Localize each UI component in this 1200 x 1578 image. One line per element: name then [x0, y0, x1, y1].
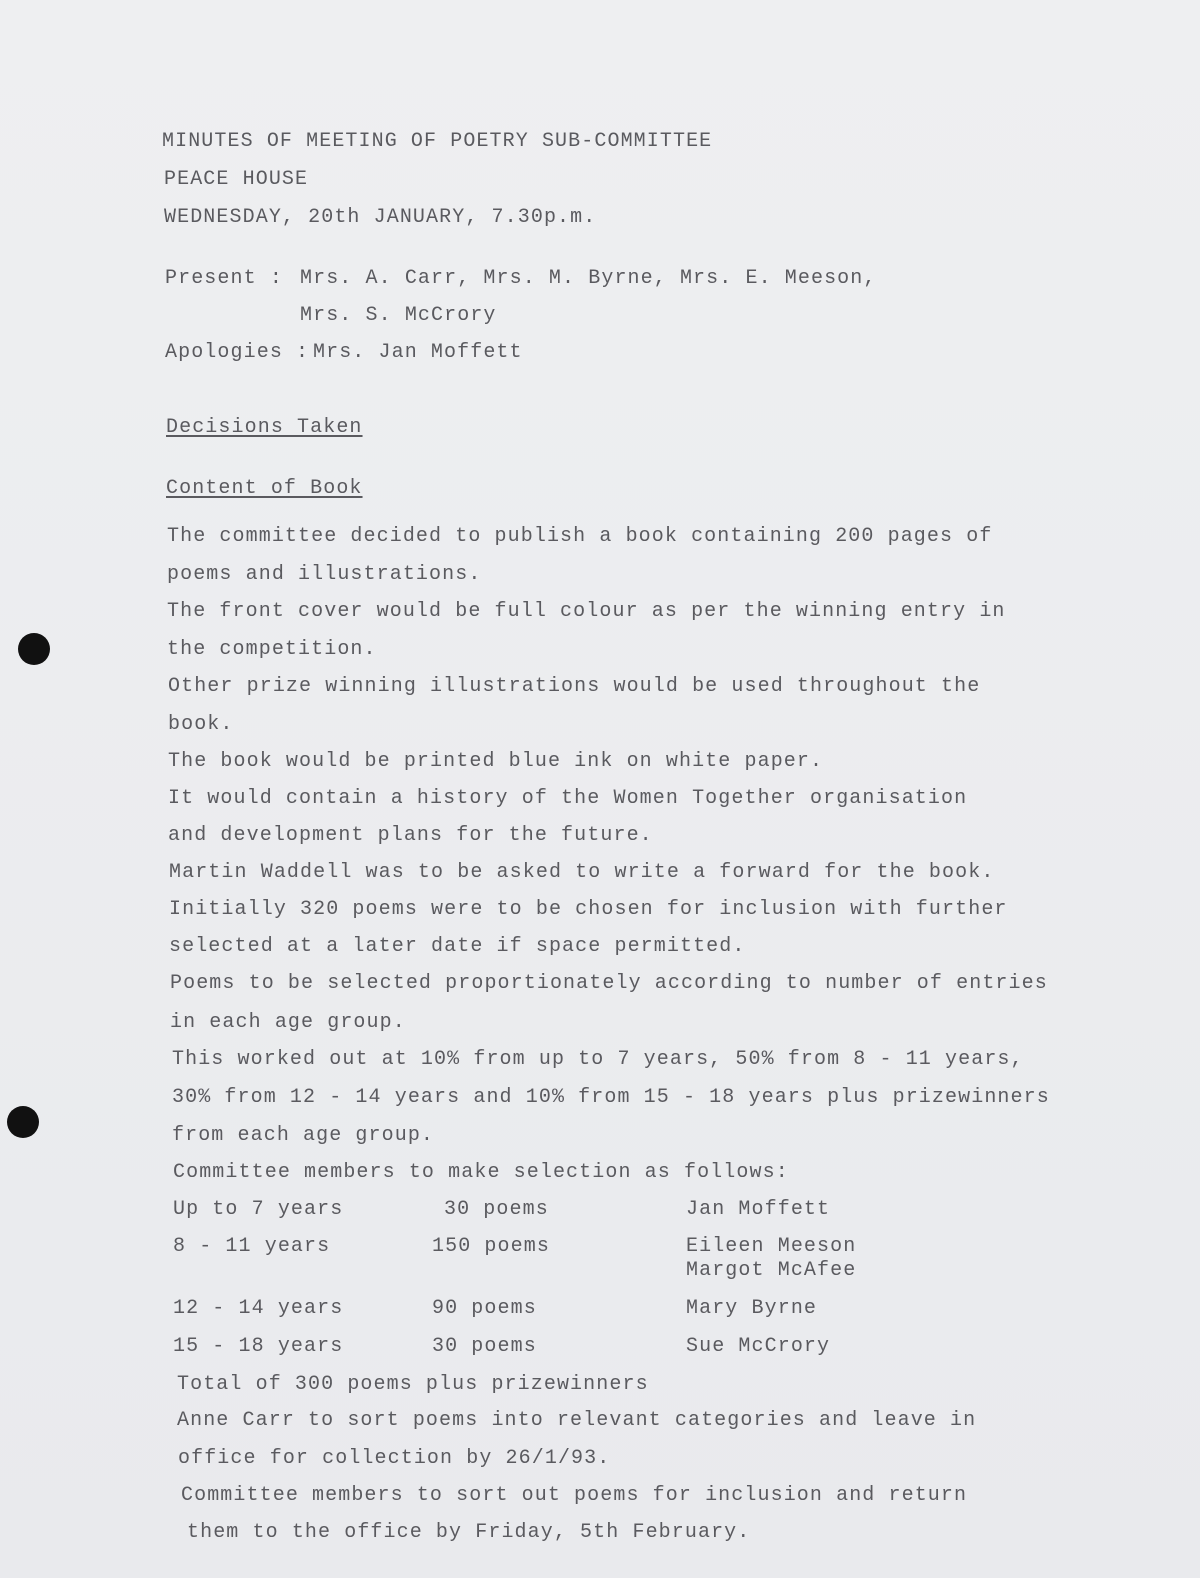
apologies-names: Mrs. Jan Moffett [313, 341, 523, 364]
closing-line: Committee members to sort out poems for inclusion and return [181, 1484, 968, 1507]
present-names-cont: Mrs. S. McCrory [300, 304, 497, 327]
age-group-cell: Up to 7 years [173, 1198, 344, 1221]
closing-line: them to the office by Friday, 5th February. [187, 1521, 751, 1544]
punch-hole [18, 633, 50, 665]
present-names: Mrs. A. Carr, Mrs. M. Byrne, Mrs. E. Meeson, [300, 267, 877, 290]
body-line: The front cover would be full colour as per the winning entry in [167, 600, 1006, 623]
body-line: Poems to be selected proportionately according to number of entries [170, 972, 1048, 995]
age-group-cell: 12 - 14 years [173, 1297, 344, 1320]
body-line: from each age group. [172, 1124, 435, 1147]
body-line: Martin Waddell was to be asked to write a forward for the book. [169, 861, 995, 884]
meeting-venue: PEACE HOUSE [164, 168, 309, 191]
body-line: and development plans for the future. [168, 824, 653, 847]
body-line: the competition. [167, 638, 377, 661]
present-label: Present : [165, 267, 283, 290]
body-line: book. [168, 713, 234, 736]
member-cell: Eileen Meeson [686, 1235, 857, 1258]
apologies-label: Apologies : [165, 341, 310, 364]
age-group-cell: 8 - 11 years [173, 1235, 331, 1258]
closing-line: office for collection by 26/1/93. [178, 1447, 611, 1470]
body-line: Committee members to make selection as follows: [173, 1161, 789, 1184]
body-line: The committee decided to publish a book containing 200 pages of [167, 525, 993, 548]
poem-count-cell: 30 poems [444, 1198, 549, 1221]
member-cell: Margot McAfee [686, 1259, 857, 1282]
closing-line: Anne Carr to sort poems into relevant categories and leave in [177, 1409, 977, 1432]
body-line: Other prize winning illustrations would be used throughout the [168, 675, 981, 698]
body-line: in each age group. [170, 1011, 406, 1034]
punch-hole [7, 1106, 39, 1138]
body-line: 30% from 12 - 14 years and 10% from 15 - 18 years plus prizewinners [172, 1086, 1050, 1109]
member-cell: Mary Byrne [686, 1297, 818, 1320]
body-line: selected at a later date if space permitted. [169, 935, 746, 958]
closing-line: Total of 300 poems plus prizewinners [177, 1373, 649, 1396]
body-line: This worked out at 10% from up to 7 years, 50% from 8 - 11 years, [172, 1048, 1024, 1071]
body-line: The book would be printed blue ink on white paper. [168, 750, 824, 773]
document-title: MINUTES OF MEETING OF POETRY SUB-COMMITTEE [162, 130, 713, 153]
section-heading-decisions: Decisions Taken [166, 416, 363, 439]
poem-count-cell: 90 poems [432, 1297, 537, 1320]
section-heading-content: Content of Book [166, 477, 363, 500]
member-cell: Sue McCrory [686, 1335, 831, 1358]
poem-count-cell: 150 poems [432, 1235, 550, 1258]
age-group-cell: 15 - 18 years [173, 1335, 344, 1358]
body-line: Initially 320 poems were to be chosen for inclusion with further [169, 898, 1008, 921]
body-line: It would contain a history of the Women Together organisation [168, 787, 968, 810]
member-cell: Jan Moffett [686, 1198, 831, 1221]
body-line: poems and illustrations. [167, 563, 482, 586]
meeting-date: WEDNESDAY, 20th JANUARY, 7.30p.m. [164, 206, 597, 229]
poem-count-cell: 30 poems [432, 1335, 537, 1358]
